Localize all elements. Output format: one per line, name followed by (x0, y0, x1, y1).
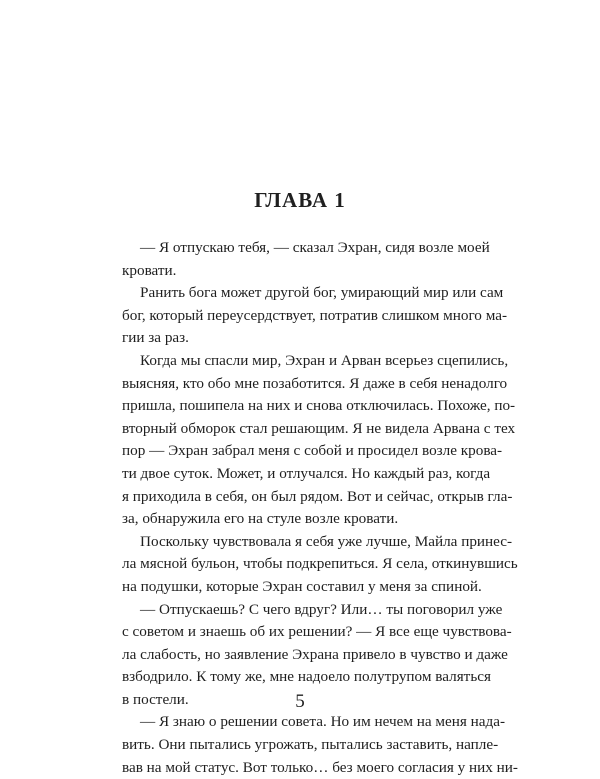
text-line: вторный обморок стал решающим. Я не видела Арвана с тех (122, 419, 516, 437)
text-line: пор — Эхран забрал меня с собой и просидел возле крова- (122, 442, 503, 460)
text-line: Поскольку чувствовала я себя уже лучше, Майла принес- (140, 532, 513, 550)
text-line: взбодрило. К тому же, мне надоело полутрупом валяться (122, 668, 491, 686)
text-line: кровати. (122, 261, 177, 279)
text-line: вав на мой статус. Вот только… без моего согласия у них ни- (122, 758, 518, 776)
text-line: пришла, пошипела на них и снова отключилась. Похоже, по- (122, 397, 516, 415)
text-line: я приходила в себя, он был рядом. Вот и сейчас, открыв гла- (122, 487, 513, 505)
text-line: выясняя, кто обо мне позаботится. Я даже в себя ненадолго (122, 374, 508, 392)
text-line: за, обнаружила его на стуле возле кровати. (122, 510, 399, 528)
text-line: — Я знаю о решении совета. Но им нечем на меня надa- (140, 713, 506, 731)
text-line: ла мясной бульон, чтобы подкрепиться. Я села, откинувшись (122, 555, 518, 573)
paragraph (122, 531, 518, 599)
text-line: в постели. (122, 690, 189, 708)
text-line: бог, который переусердствует, потратив слишком много ма- (122, 306, 507, 324)
text-line: ла слабость, но заявление Эхрана привело в чувство и даже (122, 645, 508, 663)
text-line: на подушки, которые Эхран составил у меня за спиной. (122, 577, 482, 595)
text-line: с советом и знаешь об их решении? — Я все еще чувствова- (122, 623, 512, 641)
text-line: — Я отпускаю тебя, — сказал Эхран, сидя возле моей (140, 239, 490, 256)
text-line: гии за раз. (122, 329, 189, 347)
paragraph (122, 237, 490, 282)
text-line: ти двое суток. Может, и отлучался. Но каждый раз, когда (122, 464, 491, 482)
page-number: 5 (295, 691, 305, 712)
paragraph (122, 711, 518, 779)
chapter-title: ГЛАВА 1 (254, 188, 346, 212)
text-line: вить. Они пытались угрожать, пытались заставить, напле- (122, 736, 499, 754)
text-line: Ранить бога может другой бог, умирающий мир или сам (140, 284, 504, 302)
text-line: — Отпускаешь? С чего вдруг? Или… ты поговорил уже (140, 600, 503, 618)
paragraph (122, 350, 516, 531)
paragraph (122, 282, 507, 350)
text-line: Когда мы спасли мир, Эхран и Арван всерьез сцепились, (140, 351, 509, 369)
